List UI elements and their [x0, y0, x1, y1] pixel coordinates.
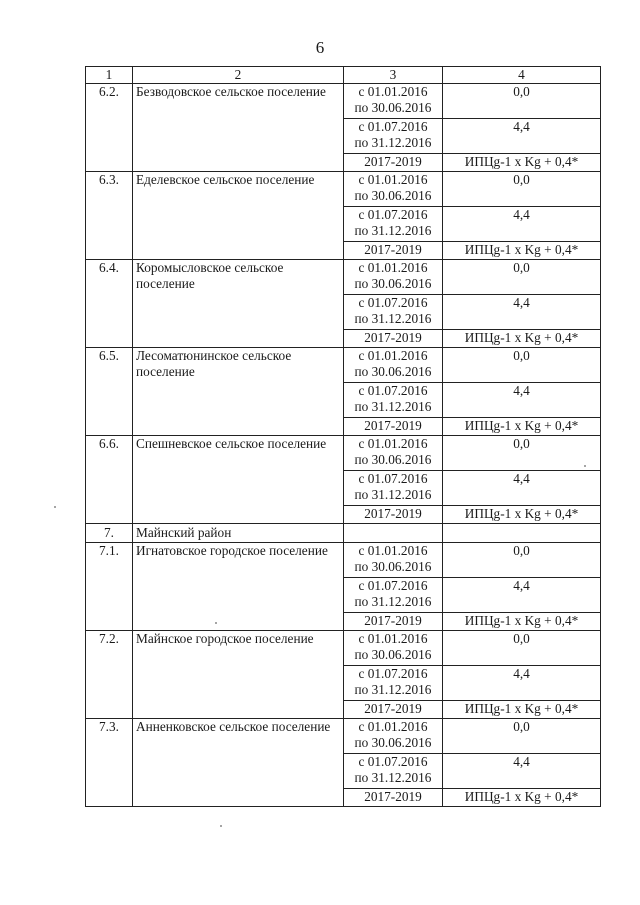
- rate-cell: 4,4: [443, 754, 601, 789]
- period-cell: 2017-2019: [344, 701, 443, 719]
- rate-cell: 4,4: [443, 295, 601, 330]
- table-row: [86, 543, 601, 578]
- table-header-row: [86, 67, 601, 84]
- row-number: 7.2.: [86, 631, 133, 719]
- period-cell: с 01.01.2016 по 30.06.2016: [344, 84, 443, 119]
- period-cell: 2017-2019: [344, 789, 443, 807]
- row-number: 7.3.: [86, 719, 133, 807]
- period-cell: 2017-2019: [344, 242, 443, 260]
- row-number: 6.5.: [86, 348, 133, 436]
- rate-cell: 0,0: [443, 260, 601, 295]
- period-cell: с 01.07.2016 по 31.12.2016: [344, 754, 443, 789]
- period-cell: с 01.01.2016 по 30.06.2016: [344, 172, 443, 207]
- period-cell: с 01.07.2016 по 31.12.2016: [344, 119, 443, 154]
- settlement-name: Коромысловское сельское поселение: [133, 260, 344, 348]
- rate-cell: ИПЦg-1 x Kg + 0,4*: [443, 506, 601, 524]
- rate-cell: 0,0: [443, 348, 601, 383]
- rate-cell: 4,4: [443, 207, 601, 242]
- district-row: [86, 524, 601, 543]
- header-cell: 2: [133, 67, 344, 84]
- tariff-table: [85, 66, 601, 807]
- table-row: [86, 84, 601, 119]
- row-number: 7.: [86, 524, 133, 543]
- period-cell: 2017-2019: [344, 613, 443, 631]
- row-number: 6.3.: [86, 172, 133, 260]
- period-cell: с 01.07.2016 по 31.12.2016: [344, 578, 443, 613]
- row-number: 6.4.: [86, 260, 133, 348]
- table-row: [86, 260, 601, 295]
- rate-cell: ИПЦg-1 x Kg + 0,4*: [443, 789, 601, 807]
- rate-cell: 4,4: [443, 471, 601, 506]
- table-row: [86, 172, 601, 207]
- rate-cell: ИПЦg-1 x Kg + 0,4*: [443, 242, 601, 260]
- period-cell: 2017-2019: [344, 330, 443, 348]
- rate-cell: 4,4: [443, 119, 601, 154]
- header-cell: 3: [344, 67, 443, 84]
- rate-cell: ИПЦg-1 x Kg + 0,4*: [443, 418, 601, 436]
- rate-cell: ИПЦg-1 x Kg + 0,4*: [443, 154, 601, 172]
- rate-cell: 0,0: [443, 631, 601, 666]
- period-cell: с 01.07.2016 по 31.12.2016: [344, 207, 443, 242]
- period-cell: с 01.07.2016 по 31.12.2016: [344, 471, 443, 506]
- period-cell: с 01.01.2016 по 30.06.2016: [344, 719, 443, 754]
- settlement-name: Еделевское сельское поселение: [133, 172, 344, 260]
- period-cell: 2017-2019: [344, 154, 443, 172]
- period-cell: с 01.01.2016 по 30.06.2016: [344, 260, 443, 295]
- settlement-name: Спешневское сельское поселение: [133, 436, 344, 524]
- period-cell: с 01.07.2016 по 31.12.2016: [344, 666, 443, 701]
- page-number: 6: [315, 38, 325, 57]
- empty-cell: [344, 524, 443, 543]
- empty-cell: [443, 524, 601, 543]
- settlement-name: Лесоматюнинское сельское поселение: [133, 348, 344, 436]
- period-cell: с 01.01.2016 по 30.06.2016: [344, 436, 443, 471]
- period-cell: с 01.07.2016 по 31.12.2016: [344, 295, 443, 330]
- rate-cell: 0,0: [443, 172, 601, 207]
- district-name: Майнский район: [133, 524, 344, 543]
- rate-cell: 0,0: [443, 436, 601, 471]
- rate-cell: ИПЦg-1 x Kg + 0,4*: [443, 613, 601, 631]
- header-cell: 1: [86, 67, 133, 84]
- period-cell: 2017-2019: [344, 418, 443, 436]
- period-cell: с 01.07.2016 по 31.12.2016: [344, 383, 443, 418]
- rate-cell: 0,0: [443, 543, 601, 578]
- row-number: 6.6.: [86, 436, 133, 524]
- header-cell: 4: [443, 67, 601, 84]
- rate-cell: 0,0: [443, 84, 601, 119]
- table-row: [86, 348, 601, 383]
- rate-cell: 4,4: [443, 383, 601, 418]
- rate-cell: 0,0: [443, 719, 601, 754]
- period-cell: с 01.01.2016 по 30.06.2016: [344, 631, 443, 666]
- table-row: [86, 719, 601, 754]
- row-number: 6.2.: [86, 84, 133, 172]
- row-number: 7.1.: [86, 543, 133, 631]
- settlement-name: Анненковское сельское поселение: [133, 719, 344, 807]
- rate-cell: 4,4: [443, 666, 601, 701]
- rate-cell: ИПЦg-1 x Kg + 0,4*: [443, 701, 601, 719]
- settlement-name: Безводовское сельское поселение: [133, 84, 344, 172]
- rate-cell: ИПЦg-1 x Kg + 0,4*: [443, 330, 601, 348]
- period-cell: с 01.01.2016 по 30.06.2016: [344, 348, 443, 383]
- period-cell: с 01.01.2016 по 30.06.2016: [344, 543, 443, 578]
- settlement-name: Майнское городское поселение: [133, 631, 344, 719]
- table-row: [86, 436, 601, 471]
- rate-cell: 4,4: [443, 578, 601, 613]
- table-row: [86, 631, 601, 666]
- period-cell: 2017-2019: [344, 506, 443, 524]
- settlement-name: Игнатовское городское поселение: [133, 543, 344, 631]
